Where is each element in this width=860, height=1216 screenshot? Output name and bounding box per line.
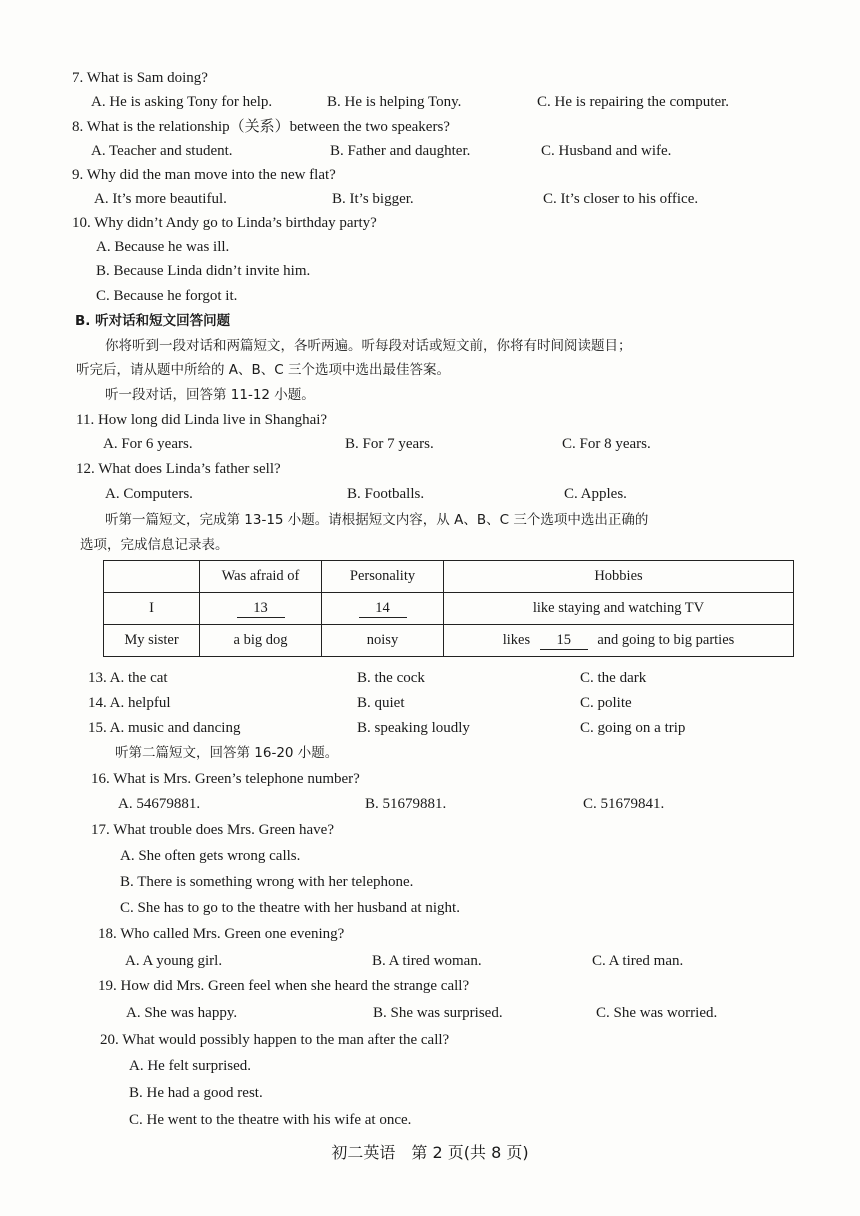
table-cell-personality — [322, 593, 444, 625]
question-16-option-b: B. 51679881. — [365, 796, 447, 812]
question-12-option-b: B. Footballs. — [347, 486, 425, 502]
table-header-cell — [104, 561, 200, 593]
question-15-option-b: B. speaking loudly — [357, 720, 470, 736]
question-11-stem: 11. How long did Linda live in Shanghai? — [76, 412, 328, 428]
question-14-option-c: C. polite — [580, 695, 632, 711]
question-9-stem: 9. Why did the man move into the new flat? — [72, 167, 336, 183]
question-20-option-b: B. He had a good rest. — [129, 1085, 263, 1101]
passage-1-note-2: 选项，完成信息记录表。 — [80, 537, 229, 553]
passage-2-note: 听第二篇短文，回答第 16-20 小题。 — [115, 745, 339, 761]
table-header-cell: Was afraid of — [200, 561, 322, 593]
question-19-option-a: A. She was happy. — [126, 1005, 238, 1021]
question-13-option-b: B. the cock — [357, 670, 425, 686]
question-9-option-b: B. It’s bigger. — [332, 191, 414, 207]
info-record-table — [103, 560, 794, 657]
question-8-option-b: B. Father and daughter. — [330, 143, 471, 159]
table-cell-hobbies: like staying and watching TV — [444, 593, 794, 625]
question-16-option-a: A. 54679881. — [118, 796, 201, 812]
question-20-option-a: A. He felt surprised. — [129, 1058, 252, 1074]
question-9-option-c: C. It’s closer to his office. — [543, 191, 699, 207]
question-9-option-a: A. It’s more beautiful. — [94, 191, 227, 207]
question-8-option-a: A. Teacher and student. — [91, 143, 233, 159]
question-19-option-c: C. She was worried. — [596, 1005, 718, 1021]
question-16-stem: 16. What is Mrs. Green’s telephone number? — [91, 771, 360, 787]
question-12-option-c: C. Apples. — [564, 486, 627, 502]
hobbies-prefix: likes — [502, 632, 531, 648]
question-7-option-c: C. He is repairing the computer. — [537, 94, 730, 110]
blank-14: 14 — [359, 599, 407, 618]
table-cell-hobbies — [444, 625, 794, 657]
section-b-instruction-1: 你将听到一段对话和两篇短文，各听两遍。听每段对话或短文前，你将有时间阅读题目； — [105, 338, 632, 354]
question-7-option-a: A. He is asking Tony for help. — [91, 94, 273, 110]
table-header-cell: Personality — [322, 561, 444, 593]
table-row — [104, 625, 794, 657]
table-header-cell: Hobbies — [444, 561, 794, 593]
question-16-option-c: C. 51679841. — [583, 796, 665, 812]
table-row — [104, 593, 794, 625]
question-17-option-a: A. She often gets wrong calls. — [120, 848, 301, 864]
question-7-stem: 7. What is Sam doing? — [72, 70, 208, 86]
question-19-option-b: B. She was surprised. — [373, 1005, 503, 1021]
question-10-option-c: C. Because he forgot it. — [96, 288, 238, 304]
blank-13: 13 — [237, 599, 285, 618]
table-cell-who: I — [104, 593, 200, 625]
question-12-option-a: A. Computers. — [105, 486, 193, 502]
question-7-option-b: B. He is helping Tony. — [327, 94, 462, 110]
question-10-option-b: B. Because Linda didn’t invite him. — [96, 263, 311, 279]
question-20-stem: 20. What would possibly happen to the man after the call? — [100, 1032, 450, 1048]
table-cell-afraid: a big dog — [200, 625, 322, 657]
question-15-option-c: C. going on a trip — [580, 720, 686, 736]
dialog-note: 听一段对话，回答第 11-12 小题。 — [105, 387, 315, 403]
question-18-option-b: B. A tired woman. — [372, 953, 482, 969]
question-11-option-a: A. For 6 years. — [103, 436, 193, 452]
table-cell-afraid — [200, 593, 322, 625]
question-10-option-a: A. Because he was ill. — [96, 239, 230, 255]
question-13-option-a: 13. A. the cat — [88, 670, 168, 686]
question-17-option-b: B. There is something wrong with her telephone. — [120, 874, 414, 890]
question-14-option-b: B. quiet — [357, 695, 405, 711]
table-cell-who: My sister — [104, 625, 200, 657]
table-cell-personality: noisy — [322, 625, 444, 657]
question-11-option-b: B. For 7 years. — [345, 436, 434, 452]
question-8-option-c: C. Husband and wife. — [541, 143, 672, 159]
question-12-stem: 12. What does Linda’s father sell? — [76, 461, 281, 477]
page-footer: 初二英语 第 2 页(共 8 页) — [331, 1143, 529, 1162]
question-15-option-a: 15. A. music and dancing — [88, 720, 241, 736]
passage-1-note-1: 听第一篇短文，完成第 13-15 小题。请根据短文内容，从 A、B、C 三个选项中选出正确的 — [105, 512, 649, 528]
question-20-option-c: C. He went to the theatre with his wife at once. — [129, 1112, 412, 1128]
section-b-instruction-2: 听完后，请从题中所给的 A、B、C 三个选项中选出最佳答案。 — [76, 362, 451, 378]
section-b-title: B. 听对话和短文回答问题 — [75, 313, 231, 329]
question-8-stem: 8. What is the relationship（关系）between the two speakers? — [72, 119, 450, 135]
hobbies-suffix: and going to big parties — [597, 632, 735, 648]
question-17-stem: 17. What trouble does Mrs. Green have? — [91, 822, 334, 838]
blank-15: 15 — [540, 631, 588, 650]
question-10-stem: 10. Why didn’t Andy go to Linda’s birthday party? — [72, 215, 377, 231]
question-18-stem: 18. Who called Mrs. Green one evening? — [98, 926, 345, 942]
question-18-option-c: C. A tired man. — [592, 953, 684, 969]
question-19-stem: 19. How did Mrs. Green feel when she heard the strange call? — [98, 978, 470, 994]
question-11-option-c: C. For 8 years. — [562, 436, 651, 452]
question-17-option-c: C. She has to go to the theatre with her husband at night. — [120, 900, 460, 916]
question-14-option-a: 14. A. helpful — [88, 695, 171, 711]
table-header-row — [104, 561, 794, 593]
question-13-option-c: C. the dark — [580, 670, 647, 686]
question-18-option-a: A. A young girl. — [125, 953, 223, 969]
